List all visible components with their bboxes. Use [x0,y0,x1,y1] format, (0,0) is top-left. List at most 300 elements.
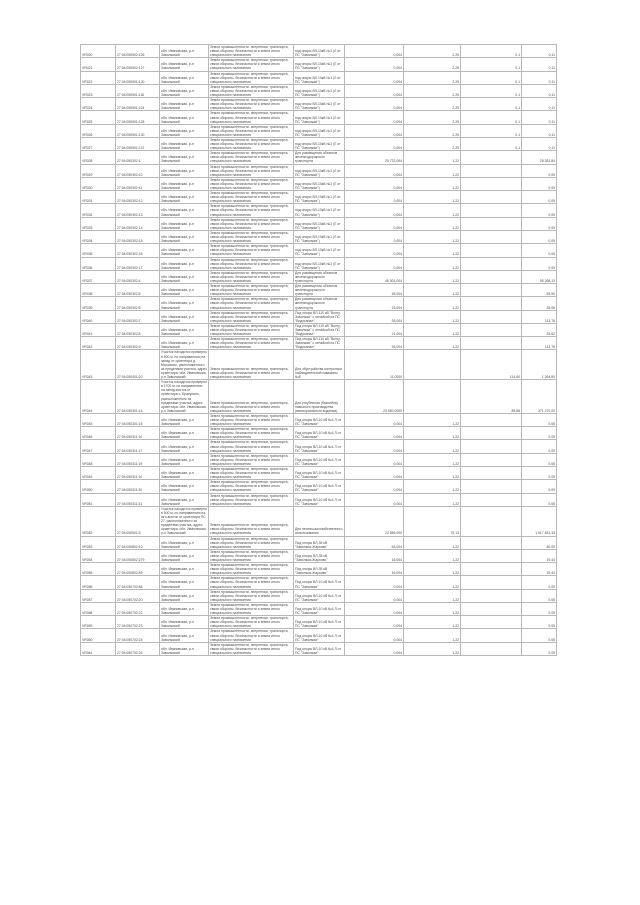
cadastral-number-cell: 27:04:050702:20 [116,589,160,602]
rate-cell: 1,22 [404,244,461,257]
area-cell: 0,004 [345,602,404,615]
sum-cell: 0,11 [522,111,557,124]
area-cell: 0,004 [345,217,404,230]
sum-cell: 0,11 [522,71,557,84]
cadastral-number-cell: 27:04:050802:10 [116,536,160,549]
rate-cell: 1,22 [404,310,461,323]
permitted-use-cell: Для несельскохозяйственного использования [294,506,345,536]
land-category-cell: Земли промышленности, энергетики, транспорта, связи обороны, безопасности и земли иного специального назначения [209,413,294,426]
permitted-use-cell: под опоры ВЛ-10кВ №1 (Л от ПС "Заволжье") [294,98,345,111]
land-category-cell: Земли промышленности, энергетики, транспорта, связи обороны, безопасности и земли иного специального назначения [209,297,294,310]
address-cell: обл. Ивановская, р-н Заволжский [160,629,209,642]
permitted-use-cell: Для размещения объектов железнодорожного транспорта [294,284,345,297]
tax-cell [461,536,522,549]
rate-cell: 1,22 [404,230,461,243]
row-id-cell: VR028 [81,151,116,164]
row-id-cell: VR036 [81,257,116,270]
land-category-cell: Земли промышленности, энергетики, транспорта, связи обороны, безопасности и земли иного специального назначения [209,98,294,111]
cadastral-number-cell: 27:04:050302:11 [116,177,160,190]
land-category-cell: Земли промышленности, энергетики, транспорта, связи обороны, безопасности и земли иного специального назначения [209,549,294,562]
table-row [81,204,557,217]
table-body [81,45,557,656]
row-id-cell: VR052 [81,506,116,536]
address-cell: обл. Ивановская, р-н Заволжский [160,191,209,204]
address-cell: обл. Ивановская, р-н Заволжский [160,563,209,576]
rate-cell [404,350,461,380]
permitted-use-cell: Под опоры ВЛ-10 кВ №4 Л от ПС "Заволжье" [294,467,345,480]
row-id-cell: VR021 [81,58,116,71]
sum-cell: 0,05 [522,453,557,466]
rate-cell: 1,22 [404,164,461,177]
address-cell: обл. Ивановская, р-н Заволжский [160,111,209,124]
area-cell: 0,004 [345,111,404,124]
address-cell: обл. Ивановская, р-н Заволжский [160,217,209,230]
area-cell: 0,004 [345,204,404,217]
permitted-use-cell: под опоры ВЛ-10кВ №1 (Л от ПС "Заволжье") [294,71,345,84]
rate-cell: 2,25 [404,58,461,71]
cadastral-number-cell: 27:04:050501:120 [116,71,160,84]
tax-cell [461,642,522,655]
cadastral-number-cell: 27:04:050501:124 [116,98,160,111]
tax-cell: 0,1 [461,45,522,58]
sum-cell: 0,05 [522,204,557,217]
area-cell: 0,004 [345,453,404,466]
address-cell: обл. Ивановская, р-н Заволжский [160,164,209,177]
area-cell: 45,004 [345,284,404,297]
permitted-use-cell: Под опоры ВЛ-35 кВ "Заволжск-Жарково" [294,563,345,576]
address-cell: обл. Ивановская, р-н Заволжский [160,124,209,137]
land-category-cell: Земли промышленности, энергетики, транспорта, связи обороны, безопасности и земли иного специального назначения [209,71,294,84]
sum-cell: 0,05 [522,440,557,453]
table-row [81,71,557,84]
permitted-use-cell: Под опоры ВЛ-10 кВ №4 Л от ПС "Заволжье" [294,629,345,642]
table-row [81,576,557,589]
address-cell: обл. Ивановская, р-н Заволжский [160,151,209,164]
permitted-use-cell: под опоры ВЛ-10кВ №1 (Л от ПС "Заволжье") [294,204,345,217]
cadastral-number-cell: 27:04:050311:17 [116,440,160,453]
rate-cell: 1,22 [404,616,461,629]
tax-cell [461,493,522,506]
table-row [81,270,557,283]
rate-cell: 1,22 [404,642,461,655]
row-id-cell: VR040 [81,310,116,323]
permitted-use-cell: под опоры ВЛ-10кВ №1 (Л от ПС "Заволжье") [294,244,345,257]
area-cell: 0,004 [345,467,404,480]
tax-cell [461,191,522,204]
area-cell: 63,004 [345,536,404,549]
table-row [81,616,557,629]
land-category-cell: Земли промышленности, энергетики, транспорта, связи обороны, безопасности и земли иного специального назначения [209,323,294,336]
land-category-cell: Земли промышленности, энергетики, транспорта, связи обороны, безопасности и земли иного специального назначения [209,284,294,297]
permitted-use-cell: под опоры ВЛ-10кВ №1 (Л от ПС "Заволжье") [294,257,345,270]
land-category-cell: Земли промышленности, энергетики, транспорта, связи обороны, безопасности и земли иного специального назначения [209,453,294,466]
area-cell: 0,004 [345,137,404,150]
tax-cell [461,413,522,426]
address-cell: обл. Ивановская, р-н Заволжский [160,337,209,350]
permitted-use-cell: Под опоры ВЛ-110 кВ "Волгу-Заволжье" с отпайкой на ПС "Водоканал" [294,323,345,336]
table-row [81,563,557,576]
row-id-cell: VR046 [81,427,116,440]
permitted-use-cell: под опоры ВЛ-10кВ №1 (Л от ПС "Заволжье") [294,124,345,137]
cadastral-number-cell: 27:04:050501:130 [116,124,160,137]
address-cell: обл. Ивановская, р-н Заволжский [160,84,209,97]
rate-cell: 1,22 [404,467,461,480]
address-cell: обл. Ивановская, р-н Заволжский [160,230,209,243]
sum-cell: 113,76 [522,337,557,350]
rate-cell: 1,22 [404,480,461,493]
row-id-cell: VR023 [81,84,116,97]
rate-cell: 1,22 [404,629,461,642]
land-category-cell: Земли промышленности, энергетики, транспорта, связи обороны, безопасности и земли иного специального назначения [209,111,294,124]
land-category-cell: Земли промышленности, энергетики, транспорта, связи обороны, безопасности и земли иного специального назначения [209,230,294,243]
row-id-cell: VR030 [81,177,116,190]
row-id-cell: VR039 [81,297,116,310]
tax-cell: 0,1 [461,124,522,137]
table-row [81,480,557,493]
area-cell: 0,004 [345,642,404,655]
cadastral-number-cell: 27:04:050501:116 [116,84,160,97]
rate-cell: 1,22 [404,602,461,615]
tax-cell [461,440,522,453]
sum-cell: 0,11 [522,58,557,71]
permitted-use-cell: под опоры ВЛ-10кВ №1 (Л от ПС "Заволжье") [294,230,345,243]
table-row [81,310,557,323]
area-cell: 16,004 [345,563,404,576]
cadastral-number-cell: 27:04:050302:12 [116,191,160,204]
area-cell: 93,004 [345,310,404,323]
area-cell: 0,004 [345,191,404,204]
cadastral-number-cell: 27:04:050302:15 [116,230,160,243]
permitted-use-cell: Под опоры ВЛ-35 кВ "Заволжск-Жарково" [294,549,345,562]
row-id-cell: VR034 [81,230,116,243]
sum-cell: 0,05 [522,616,557,629]
area-cell: 23 550,0000 [345,380,404,414]
rate-cell: 1,22 [404,563,461,576]
rate-cell: 1,22 [404,536,461,549]
address-cell: обл. Ивановская, р-н Заволжский [160,58,209,71]
row-id-cell: VR056 [81,576,116,589]
address-cell: обл. Ивановская, р-н Заволжский [160,137,209,150]
cadastral-number-cell: 27:04:050302:9 [116,337,160,350]
sum-cell: 0,11 [522,124,557,137]
tax-cell [461,506,522,536]
area-cell: 0,004 [345,124,404,137]
rate-cell: 1,22 [404,191,461,204]
rate-cell: 1,22 [404,297,461,310]
permitted-use-cell: под опоры ВЛ-10кВ №1 (Л от ПС "Заволжье") [294,45,345,58]
row-id-cell: VR033 [81,217,116,230]
rate-cell: 1,22 [404,576,461,589]
tax-cell [461,467,522,480]
tax-cell [461,589,522,602]
permitted-use-cell: Под опоры ВЛ-10 кВ №4 Л от ПС "Заволжье" [294,493,345,506]
row-id-cell: VR025 [81,111,116,124]
sum-cell: 0,11 [522,45,557,58]
land-category-cell: Земли промышленности, энергетики, транспорта, связи обороны, безопасности и земли иного специального назначения [209,350,294,380]
permitted-use-cell: Для размещения объектов железнодорожного транспорта [294,151,345,164]
area-cell: 0,004 [345,589,404,602]
permitted-use-cell: Под опоры ВЛ-110 кВ "Волгу-Заволжье" с отпайкой на ПС "Водоканал" [294,310,345,323]
cadastral-number-cell: 27:04:050302:13 [116,204,160,217]
cadastral-number-cell: 27:04:050702:24 [116,629,160,642]
row-id-cell: VR041 [81,323,116,336]
cadastral-number-cell: 27:04:050501:5 [116,506,160,536]
sum-cell: 0,05 [522,493,557,506]
cadastral-number-cell: 27:04:050302:5 [116,284,160,297]
permitted-use-cell: Под опоры ВЛ-35 кВ "Заволжск-Жарково" [294,536,345,549]
sum-cell: 0,05 [522,642,557,655]
permitted-use-cell: Под опоры ВЛ-10 кВ №4 Л от ПС "Заволжье" [294,576,345,589]
table-row [81,413,557,426]
area-cell: 93,004 [345,337,404,350]
permitted-use-cell: Под опоры ВЛ-110 кВ "Волгу-Заволжье" с отпайкой на ПС "Водоканал" [294,337,345,350]
land-category-cell: Земли промышленности, энергетики, транспорта, связи обороны, безопасности и земли иного специального назначения [209,602,294,615]
tax-cell [461,310,522,323]
land-category-cell: Земли промышленности, энергетики, транспорта, связи обороны, безопасности и земли иного специального назначения [209,563,294,576]
rate-cell: 1,22 [404,284,461,297]
land-category-cell: Земли промышленности, энергетики, транспорта, связи обороны, безопасности и земли иного специального назначения [209,380,294,414]
tax-cell [461,204,522,217]
sum-cell: 1 617 831,33 [522,506,557,536]
cadastral-number-cell: 27:04:050311:10 [116,427,160,440]
address-cell: обл. Ивановская, р-н Заволжский [160,616,209,629]
land-category-cell: Земли промышленности, энергетики, транспорта, связи обороны, безопасности и земли иного специального назначения [209,440,294,453]
cadastral-number-cell: 27:04:050302:10 [116,164,160,177]
rate-cell: 1,22 [404,217,461,230]
land-category-cell: Земли промышленности, энергетики, транспорта, связи обороны, безопасности и земли иного специального назначения [209,310,294,323]
rate-cell [404,380,461,414]
row-id-cell: VR029 [81,164,116,177]
tax-cell [461,453,522,466]
rate-cell: 1,22 [404,323,461,336]
land-category-cell: Земли промышленности, энергетики, транспорта, связи обороны, безопасности и земли иного специального назначения [209,204,294,217]
tax-cell [461,616,522,629]
table-row [81,98,557,111]
table-row [81,427,557,440]
land-category-cell: Земли промышленности, энергетики, транспорта, связи обороны, безопасности и земли иного специального назначения [209,191,294,204]
cadastral-number-cell: 27:04:050702:22 [116,602,160,615]
row-id-cell: VR024 [81,98,116,111]
permitted-use-cell: Для размещения объектов железнодорожного транспорта [294,270,345,283]
tax-cell [461,427,522,440]
row-id-cell: VR026 [81,124,116,137]
permitted-use-cell: Для размещения объектов железнодорожного транспорта [294,297,345,310]
permitted-use-cell: под опоры ВЛ-10кВ №1 (Л от ПС "Заволжье") [294,191,345,204]
permitted-use-cell: Под опоры ВЛ-10 кВ №4 Л от ПС "Заволжье" [294,642,345,655]
land-category-cell: Земли промышленности, энергетики, транспорта, связи обороны, безопасности и земли иного специального назначения [209,536,294,549]
area-cell: 0,004 [345,164,404,177]
cadastral-number-cell: 27:04:050702:86 [116,576,160,589]
rate-cell: 2,25 [404,137,461,150]
cadastral-number-cell: 27:04:050802:279 [116,549,160,562]
row-id-cell: VR038 [81,284,116,297]
land-category-cell: Земли промышленности, энергетики, транспорта, связи обороны, безопасности и земли иного специального назначения [209,642,294,655]
sum-cell: 80,05 [522,536,557,549]
tax-cell [461,297,522,310]
sum-cell: 19,44 [522,563,557,576]
address-cell: обл. Ивановская, р-н Заволжский [160,413,209,426]
address-cell: обл. Ивановская, р-н Заволжский [160,536,209,549]
rate-cell: 1,22 [404,204,461,217]
table-row [81,642,557,655]
row-id-cell: VR022 [81,71,116,84]
area-cell: 0,004 [345,629,404,642]
address-cell: обл. Ивановская, р-н Заволжский [160,480,209,493]
table-row [81,58,557,71]
area-cell: 0,004 [345,493,404,506]
rate-cell: 2,25 [404,84,461,97]
rate-cell: 1,22 [404,337,461,350]
tax-cell [461,602,522,615]
rate-cell: 2,25 [404,45,461,58]
tax-cell [461,270,522,283]
cadastral-number-cell: 27:04:050301:15 [116,413,160,426]
row-id-cell: VR061 [81,642,116,655]
area-cell: 23,004 [345,297,404,310]
cadastral-number-cell: 27:04:050302:14 [116,217,160,230]
tax-cell [461,337,522,350]
row-id-cell: VR047 [81,440,116,453]
land-category-cell: Земли промышленности, энергетики, транспорта, связи обороны, безопасности и земли иного специального назначения [209,427,294,440]
cadastral-number-cell: 27:04:050311:31 [116,493,160,506]
table-row [81,467,557,480]
table-row [81,493,557,506]
land-category-cell: Земли промышленности, энергетики, транспорта, связи обороны, безопасности и земли иного специального назначения [209,177,294,190]
sum-cell: 0,05 [522,467,557,480]
land-category-cell: Земли промышленности, энергетики, транспорта, связи обороны, безопасности и земли иного специального назначения [209,84,294,97]
cadastral-number-cell: 27:04:050301:14 [116,380,160,414]
rate-cell: 1,22 [404,427,461,440]
table-row [81,440,557,453]
rate-cell: 1,22 [404,453,461,466]
row-id-cell: VR059 [81,616,116,629]
address-cell: обл. Ивановская, р-н Заволжский [160,440,209,453]
row-id-cell: VR044 [81,380,116,414]
tax-cell: 0,1 [461,111,522,124]
rate-cell: 1,22 [404,257,461,270]
row-id-cell: VR060 [81,629,116,642]
row-id-cell: VR057 [81,589,116,602]
tax-cell: 0,1 [461,98,522,111]
table-row [81,45,557,58]
tax-cell [461,563,522,576]
area-cell: 21,004 [345,323,404,336]
permitted-use-cell: Под опоры ВЛ-10 кВ №4 Л от ПС "Заволжье" [294,589,345,602]
table-row [81,124,557,137]
area-cell: 0,004 [345,616,404,629]
rate-cell: 1,22 [404,493,461,506]
cadastral-number-cell: 27:04:050702:25 [116,642,160,655]
row-id-cell: VR027 [81,137,116,150]
land-category-cell: Земли промышленности, энергетики, транспорта, связи обороны, безопасности и земли иного специального назначения [209,506,294,536]
table-row [81,629,557,642]
rate-cell: 1,22 [404,177,461,190]
address-cell: обл. Ивановская, р-н Заволжский [160,576,209,589]
table-row [81,244,557,257]
tax-cell: 0,1 [461,71,522,84]
land-category-cell: Земли промышленности, энергетики, транспорта, связи обороны, безопасности и земли иного специального назначения [209,576,294,589]
land-category-cell: Земли промышленности, энергетики, транспорта, связи обороны, безопасности и земли иного специального назначения [209,217,294,230]
table-row [81,164,557,177]
table-row [81,380,557,414]
cadastral-number-cell: 27:04:050302:17 [116,257,160,270]
rate-cell: 2,25 [404,71,461,84]
land-category-cell: Земли промышленности, энергетики, транспорта, связи обороны, безопасности и земли иного специального назначения [209,257,294,270]
area-cell: 0,004 [345,244,404,257]
sum-cell: 0,05 [522,480,557,493]
sum-cell: 0,05 [522,629,557,642]
table-row [81,137,557,150]
land-category-cell: Земли промышленности, энергетики, транспорта, связи обороны, безопасности и земли иного специального назначения [209,337,294,350]
sum-cell: 0,05 [522,257,557,270]
area-cell: 0,004 [345,413,404,426]
cadastral-number-cell: 27:04:050302:8 [116,323,160,336]
land-category-cell: Земли промышленности, энергетики, транспорта, связи обороны, безопасности и земли иного специального назначения [209,137,294,150]
table-row [81,506,557,536]
tax-cell [461,549,522,562]
row-id-cell: VR045 [81,413,116,426]
tax-cell [461,244,522,257]
sum-cell: 19,44 [522,549,557,562]
address-cell: обл. Ивановская, р-н Заволжский [160,244,209,257]
land-category-cell: Земли промышленности, энергетики, транспорта, связи обороны, безопасности и земли иного специального назначения [209,629,294,642]
tax-cell [461,284,522,297]
address-cell: обл. Ивановская, р-н Заволжский [160,453,209,466]
cadastral-number-cell: 27:04:050302:16 [116,244,160,257]
table-row [81,602,557,615]
tax-cell [461,629,522,642]
sum-cell: 0,11 [522,98,557,111]
land-category-cell: Земли промышленности, энергетики, транспорта, связи обороны, безопасности и земли иного специального назначения [209,467,294,480]
row-id-cell: VR037 [81,270,116,283]
address-cell: обл. Ивановская, р-н Заволжский [160,589,209,602]
permitted-use-cell: под опоры ВЛ-10кВ №1 (Л от ПС "Заволжье") [294,58,345,71]
address-cell: Участок находится примерно в 500 м. по направлению на юго-восток от ориентира ПС 27, расположенного за пределами участка, адрес ориентира: обл. Ивановская, р-н Заволжский [161,506,207,536]
rate-cell: 1,22 [404,270,461,283]
row-id-cell: VR048 [81,453,116,466]
area-cell: 0,004 [345,58,404,71]
sum-cell: 0,05 [522,413,557,426]
row-id-cell: VR055 [81,563,116,576]
row-id-cell: VR054 [81,549,116,562]
permitted-use-cell: Под опоры ВЛ-10 кВ №4 Л от ПС "Заволжье" [294,427,345,440]
address-cell: обл. Ивановская, р-н Заволжский [160,549,209,562]
row-id-cell: VR043 [81,350,116,380]
table-row [81,217,557,230]
land-category-cell: Земли промышленности, энергетики, транспорта, связи обороны, безопасности и земли иного специального назначения [209,164,294,177]
permitted-use-cell: Под опоры ВЛ-10 кВ №4 Л от ПС "Заволжье" [294,453,345,466]
sum-cell: 0,05 [522,589,557,602]
address-cell: обл. Ивановская, р-н Заволжский [160,493,209,506]
area-cell: 0,004 [345,177,404,190]
cadastral-number-cell: 27:04:050501:137 [116,137,160,150]
table-row [81,297,557,310]
land-plots-table [80,44,557,656]
area-cell: 0,004 [345,576,404,589]
rate-cell: 75,13 [404,506,461,536]
address-cell: обл. Ивановская, р-н Заволжский [160,204,209,217]
land-category-cell: Земли промышленности, энергетики, транспорта, связи обороны, безопасности и земли иного специального назначения [209,493,294,506]
address-cell: обл. Ивановская, р-н Заволжский [160,45,209,58]
area-cell: 0,004 [345,98,404,111]
permitted-use-cell: Для обустройства контрольно наблюдательной скважины №8 [294,350,345,380]
tax-cell: 0,1 [461,84,522,97]
sum-cell: 55,90 [522,284,557,297]
row-id-cell: VR042 [81,337,116,350]
rate-cell: 2,25 [404,98,461,111]
cadastral-number-cell: 27:04:050302:4 [116,270,160,283]
table-row [81,323,557,336]
